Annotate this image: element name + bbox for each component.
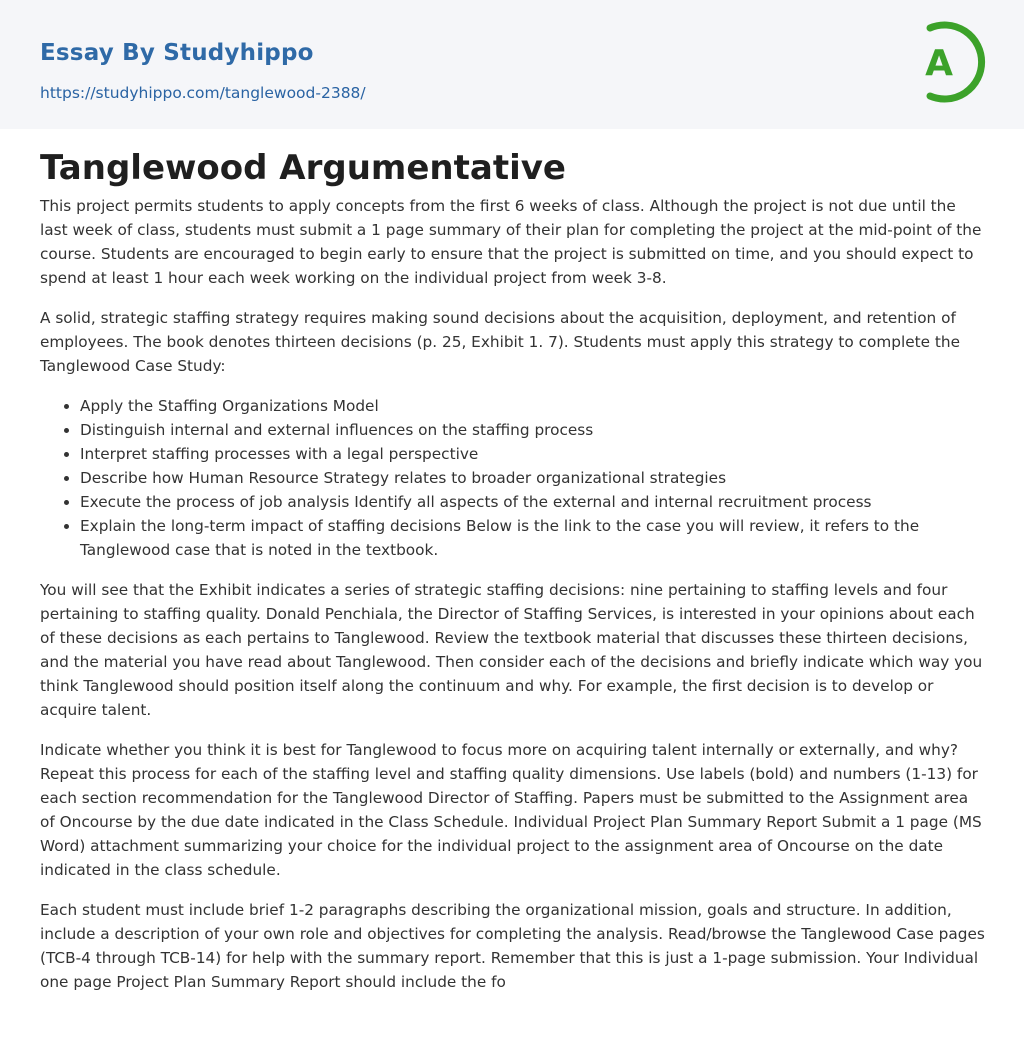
list-item: • Apply the Staffing Organizations Model [80,394,986,418]
paragraph: Indicate whether you think it is best for Tanglewood to focus more on acquiring talent internally or externally, and why? Repeat this process for each of the staffing level and staffing quality dimensions. Use labels (bold) and numbers (1-13) for each section recommendation for the Tanglewood Director of Staffing. Papers must be submitted to the Assignment area of Oncourse by the due date indicated in the Class Schedule. Individual Project Plan Summary Report Submit a 1 page (MS Word) attachment summarizing your choice for the individual project to the assignment area of Oncourse on the date indicated in the class schedule. [40,741,982,879]
objectives-list [40,394,986,562]
paragraph: This project permits students to apply concepts from the first 6 weeks of class. Although the project is not due until the last week of class, students must submit a 1 page summary of their plan for completing the project at the mid-point of the course. Students are encouraged to begin early to ensure that the project is submitted on time, and you should expect to spend at least 1 hour each week working on the individual project from week 3-8. [40,197,982,287]
logo-letter: A [925,43,953,84]
paragraph: You will see that the Exhibit indicates a series of strategic staffing decisions: nine pertaining to staffing levels and four pertaining to staffing quality. Donald Penchiala, the Director of Staffing Services, is interested in your opinions about each of these decisions as each pertains to Tanglewood. Review the textbook material that discusses these thirteen decisions, and the material you have read about Tanglewood. Then consider each of the decisions and briefly indicate which way you think Tanglewood should position itself along the continuum and why. For example, the first decision is to develop or acquire talent. [40,581,983,719]
list-item: • Interpret staffing processes with a legal perspective [80,442,986,466]
page-title: Tanglewood Argumentative [40,148,566,188]
list-item: • Execute the process of job analysis Identify all aspects of the external and internal recruitment process [80,490,986,514]
article-body [40,194,986,1010]
paragraph: A solid, strategic staffing strategy requires making sound decisions about the acquisition, deployment, and retention of employees. The book denotes thirteen decisions (p. 25, Exhibit 1. 7). Students must apply this strategy to complete the Tanglewood Case Study: [40,309,961,375]
studyhippo-logo-icon[interactable] [908,18,988,106]
list-item: • Explain the long-term impact of staffing decisions Below is the link to the case you will review, it refers to the Tanglewood case that is noted in the textbook. [80,514,986,562]
list-item: • Describe how Human Resource Strategy relates to broader organizational strategies [80,466,986,490]
paragraph: Each student must include brief 1-2 paragraphs describing the organizational mission, goals and structure. In addition, include a description of your own role and objectives for completing the analysis. Read/browse the Tanglewood Case pages (TCB-4 through TCB-14) for help with the summary report. Remember that this is just a 1-page submission. Your Individual one page Project Plan Summary Report should include the fo [40,901,985,991]
essay-url-link[interactable]: https://studyhippo.com/tanglewood-2388/ [40,84,366,102]
site-brand[interactable]: Essay By Studyhippo [40,40,314,66]
list-item: • Distinguish internal and external influences on the staffing process [80,418,986,442]
